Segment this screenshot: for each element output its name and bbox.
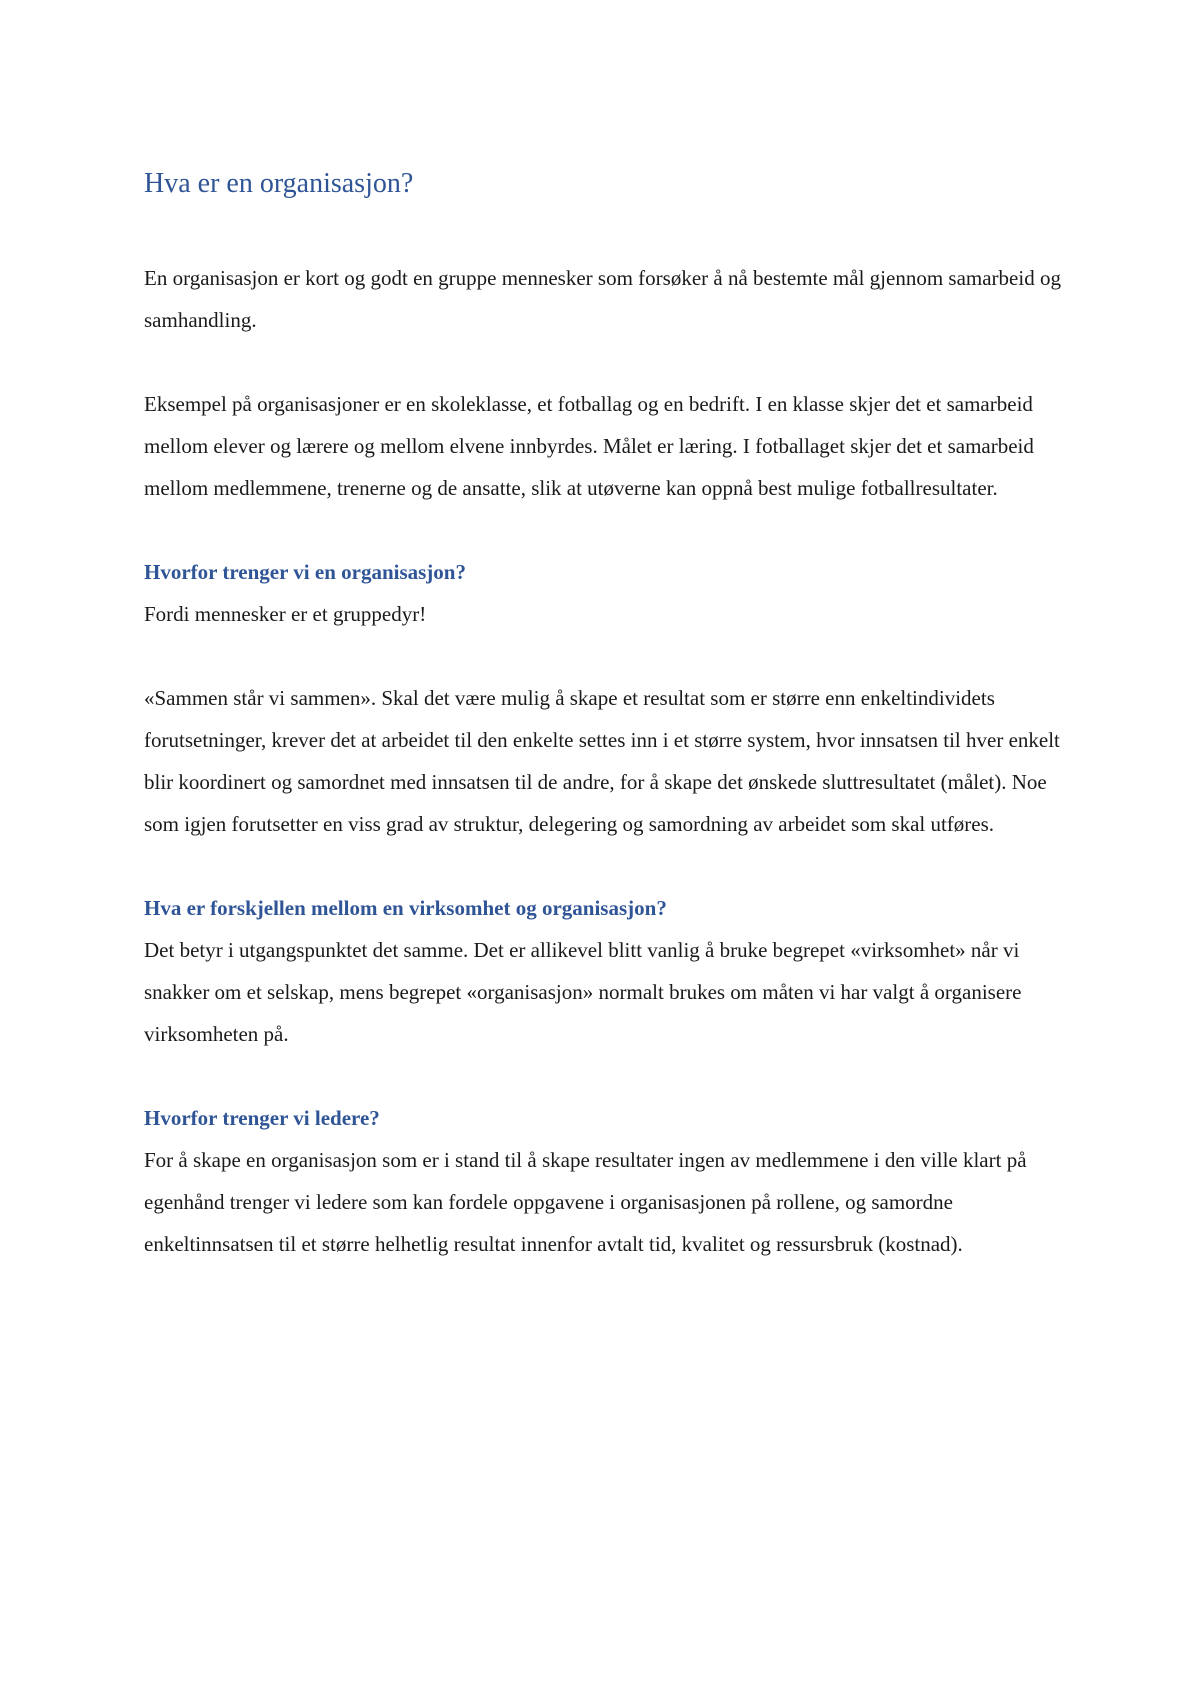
- intro-paragraph-1: En organisasjon er kort og godt en gruppe mennesker som forsøker å nå bestemte mål gjennom samarbeid og samhandling.: [144, 266, 1061, 332]
- paragraph-spacer: [144, 509, 1074, 551]
- paragraph-spacer: [144, 845, 1074, 887]
- section-heading-why-organization: Hvorfor trenger vi en organisasjon?: [144, 560, 466, 584]
- paragraph-spacer: [144, 1055, 1074, 1097]
- section-3-paragraph-1: For å skape en organisasjon som er i stand til å skape resultater ingen av medlemmene i den ville klart på egenhånd trenger vi ledere som kan fordele oppgavene i organisasjonen på rollene, og samordne enkeltinnsatsen til et større helhetlig resultat innenfor avtalt tid, kvalitet og ressursbruk (kostnad).: [144, 1148, 1027, 1256]
- intro-paragraph-2: Eksempel på organisasjoner er en skoleklasse, et fotballag og en bedrift. I en klasse skjer det et samarbeid mellom elever og lærere og mellom elvene innbyrdes. Målet er læring. I fotballaget skjer det et samarbeid mellom medlemmene, trenerne og de ansatte, slik at utøverne kan oppnå best mulige fotballresultater.: [144, 392, 1034, 500]
- section-2-paragraph-1: Det betyr i utgangspunktet det samme. Det er allikevel blitt vanlig å bruke begrepet «virksomhet» når vi snakker om et selskap, mens begrepet «organisasjon» normalt brukes om måten vi har valgt å organisere virksomheten på.: [144, 938, 1022, 1046]
- paragraph-spacer: [144, 635, 1074, 677]
- section-heading-why-leaders: Hvorfor trenger vi ledere?: [144, 1106, 380, 1130]
- section-1-paragraph-1: Fordi mennesker er et gruppedyr!: [144, 602, 427, 626]
- page-title: Hva er en organisasjon?: [144, 168, 414, 199]
- section-heading-difference: Hva er forskjellen mellom en virksomhet og organisasjon?: [144, 896, 667, 920]
- paragraph-spacer: [144, 341, 1074, 383]
- document-body: [144, 166, 1074, 1265]
- section-1-paragraph-2: «Sammen står vi sammen». Skal det være mulig å skape et resultat som er større enn enkeltindividets forutsetninger, krever det at arbeidet til den enkelte settes inn i et større system, hvor innsatsen til hver enkelt blir koordinert og samordnet med innsatsen til de andre, for å skape det ønskede sluttresultatet (målet). Noe som igjen forutsetter en viss grad av struktur, delegering og samordning av arbeidet som skal utføres.: [144, 686, 1060, 836]
